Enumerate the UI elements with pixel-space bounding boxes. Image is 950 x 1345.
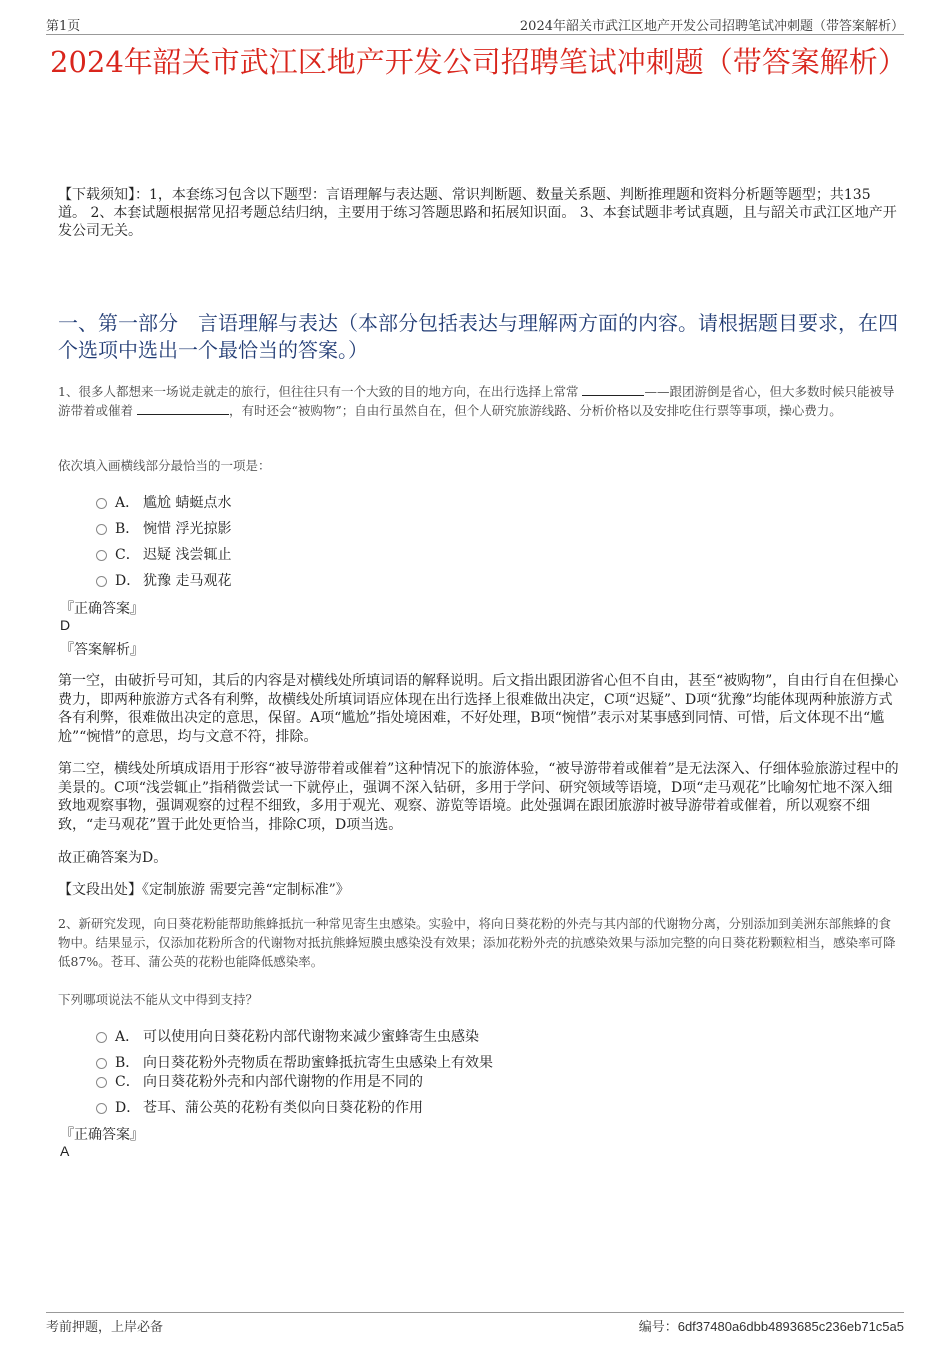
radio-icon[interactable] xyxy=(96,1058,107,1069)
q2-option-b[interactable]: B． 向日葵花粉外壳物质在帮助蜜蜂抵抗寄生虫感染上有效果 xyxy=(96,1052,493,1072)
section-heading: 一、第一部分 言语理解与表达（本部分包括表达与理解两方面的内容。请根据题目要求，在四个选项中选出一个最恰当的答案。） xyxy=(58,311,898,362)
q2-answer: A xyxy=(60,1143,70,1159)
download-notice: 【下载须知】：1，本套练习包含以下题型：言语理解与表达题、常识判断题、数量关系题、判断推理题和资料分析题等题型；共135道。 2、本套试题根据常见招考题总结归纳，主要用于练习答题思路和拓展知识面。 3、本套试题非考试真题，且与韶关市武江区地产开发公司无关。 xyxy=(58,187,897,239)
radio-icon[interactable] xyxy=(96,524,107,535)
question-2-instruction: 下列哪项说法不能从文中得到支持？ xyxy=(58,992,259,1007)
radio-icon[interactable] xyxy=(96,576,107,587)
q1-source: 【文段出处】《定制旅游 需要完善“定制标准”》 xyxy=(58,882,350,898)
q2-answer-label: 『正确答案』 xyxy=(60,1127,144,1143)
q1-answer-label: 『正确答案』 xyxy=(60,601,144,617)
question-1-instruction: 依次填入画横线部分最恰当的一项是： xyxy=(58,458,271,473)
radio-icon[interactable] xyxy=(96,1032,107,1043)
radio-icon[interactable] xyxy=(96,1103,107,1114)
q1-analysis-paragraph-1: 第一空，由破折号可知，其后的内容是对横线处所填词语的解释说明。后文指出跟团游省心但不自由，甚至“被购物”，自由行自在但操心费力，即两种旅游方式各有利弊，故横线处所填词语应体现在出行选择上很难做出决定，C项“迟疑”、D项“犹豫”均能体现两种旅游方式各有利弊，很难做出决定的意思，保留。A项“尴尬”指处境困难，不好处理，B项“惋惜”表示对某事感到同情、可惜，后文体现不出“尴尬”“惋惜”的意思，均与文意不符，排除。 xyxy=(58,673,899,745)
page-header xyxy=(46,12,904,35)
blank-2 xyxy=(137,402,229,415)
q2-option-a[interactable]: A． 可以使用向日葵花粉内部代谢物来减少蜜蜂寄生虫感染 xyxy=(96,1026,479,1046)
q1-option-c[interactable]: C． 迟疑 浅尝辄止 xyxy=(96,544,231,564)
page-footer xyxy=(46,1312,904,1335)
question-2-stem: 2、新研究发现，向日葵花粉能帮助熊蜂抵抗一种常见寄生虫感染。实验中，将向日葵花粉的外壳与其内部的代谢物分离，分别添加到美洲东部熊蜂的食物中。结果显示，仅添加花粉所含的代谢物对抵抗熊蜂短膜虫感染没有效果；添加花粉外壳的抗感染效果与添加完整的向日葵花粉颗粒相当，感染率可降低87%。苍耳、蒲公英的花粉也能降低感染率。 xyxy=(58,916,896,969)
q2-option-d[interactable]: D． 苍耳、蒲公英的花粉有类似向日葵花粉的作用 xyxy=(96,1097,423,1117)
radio-icon[interactable] xyxy=(96,550,107,561)
radio-icon[interactable] xyxy=(96,1077,107,1088)
footer-slogan: 考前押题，上岸必备 xyxy=(46,1320,164,1335)
q2-option-c[interactable]: C． 向日葵花粉外壳和内部代谢物的作用是不同的 xyxy=(96,1071,423,1091)
q1-option-b[interactable]: B． 惋惜 浮光掠影 xyxy=(96,518,231,538)
radio-icon[interactable] xyxy=(96,498,107,509)
header-title: 2024年韶关市武江区地产开发公司招聘笔试冲刺题（带答案解析） xyxy=(519,19,904,34)
footer-code: 编号：6df37480a6dbb4893685c236eb71c5a5 xyxy=(638,1319,904,1335)
blank-1 xyxy=(582,383,644,396)
q1-analysis-paragraph-2: 第二空，横线处所填成语用于形容“被导游带着或催着”这种情况下的旅游体验，“被导游带着或催着”是无法深入、仔细体验旅游过程中的美景的。C项“浅尝辄止”指稍微尝试一下就停止，强调不深入钻研，多用于学问、研究领域等语境，D项“走马观花”比喻匆忙地不深入细致地观察事物，强调观察的过程不细致，多用于观光、观察、游览等语境。此处强调在跟团旅游时被导游带着或催着，所以观察不细致，“走马观花”置于此处更恰当，排除C项，D项当选。 xyxy=(58,761,899,833)
page-number: 第1页 xyxy=(46,19,81,34)
q1-analysis-label: 『答案解析』 xyxy=(60,642,144,658)
q1-option-d[interactable]: D． 犹豫 走马观花 xyxy=(96,570,231,590)
document-title: 2024年韶关市武江区地产开发公司招聘笔试冲刺题（带答案解析） xyxy=(50,45,907,79)
q1-option-a[interactable]: A． 尴尬 蜻蜓点水 xyxy=(96,492,231,512)
q1-answer: D xyxy=(60,617,71,633)
question-1-stem: 1、很多人都想来一场说走就走的旅行，但往往只有一个大致的目的地方向，在出行选择上常常 ——跟团游倒是省心，但大多数时候只能被导游带着或催着 ，有时还会“被购物”；自由行虽然自在，但个人研究旅游线路、分析价格以及安排吃住行票等事项，操心费力。 xyxy=(58,384,895,418)
q1-conclusion: 故正确答案为D。 xyxy=(58,850,168,866)
